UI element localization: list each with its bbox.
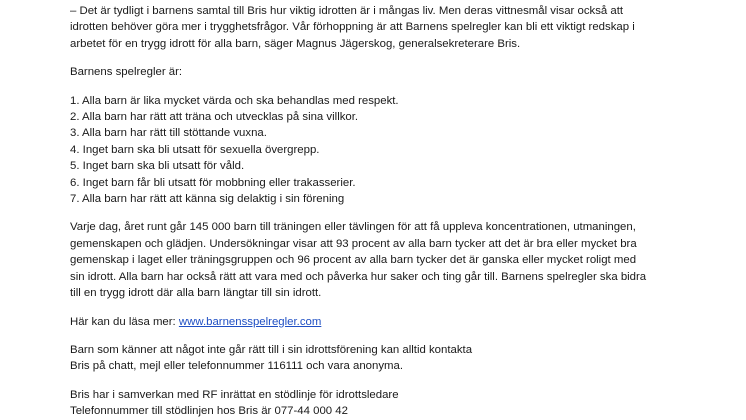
document-page (70, 0, 690, 420)
stats-line: sin idrott. Alla barn har också rätt att vara med och påverka hur saker och ting går till. Barnens spelregler ska bidra (70, 270, 647, 283)
stats-paragraph (70, 219, 690, 301)
rule-item: 6. Inget barn får bli utsatt för mobbning eller trakasserier. (70, 176, 356, 189)
rules-list (70, 93, 690, 208)
rule-item: 2. Alla barn har rätt att träna och utvecklas på sina villkor. (70, 111, 359, 124)
read-more-paragraph (70, 314, 690, 330)
quote-line: idrotten behöver göra mer i trygghetsfrågor. Vår förhoppning är att Barnens spelregler kan bli ett viktigt redskap i (70, 21, 635, 34)
rule-item: 1. Alla barn är lika mycket värda och ska behandlas med respekt. (70, 94, 399, 107)
contact-line: Bris på chatt, mejl eller telefonnummer 116111 och vara anonyma. (70, 360, 404, 373)
contact-line: Barn som känner att något inte går rätt till i sin idrottsförening kan alltid kontakta (70, 343, 473, 356)
quote-paragraph (70, 3, 690, 52)
stats-line: Varje dag, året runt går 145 000 barn till träningen eller tävlingen för att få uppleva koncentrationen, utmaningen, (70, 221, 636, 234)
support-paragraph (70, 387, 690, 420)
rule-item: 3. Alla barn har rätt till stöttande vuxna. (70, 127, 267, 140)
rules-heading: Barnens spelregler är: (70, 66, 183, 79)
rule-item: 5. Inget barn ska bli utsatt för våld. (70, 160, 245, 173)
stats-line: gemenskap i laget eller träningsgruppen och 96 procent av alla barn tycker det är ganska eller mycket roligt med (70, 254, 637, 267)
quote-line: arbetet för en trygg idrott för alla barn, säger Magnus Jägerskog, generalsekreterare Bris. (70, 37, 521, 50)
contact-paragraph (70, 342, 690, 375)
barnensspelregler-link[interactable]: www.barnensspelregler.com (178, 315, 322, 328)
support-line: Telefonnummer till stödlinjen hos Bris är 077-44 000 42 (70, 405, 348, 418)
support-line: Bris har i samverkan med RF inrättat en stödlinje för idrottsledare (70, 388, 399, 401)
stats-line: gemenskapen och glädjen. Undersökningar visar att 93 procent av alla barn tycker att det är bra eller mycket bra (70, 237, 637, 250)
rule-item: 7. Alla barn har rätt att känna sig delaktig i sin förening (70, 193, 345, 206)
read-more-prefix: Här kan du läsa mer: (70, 315, 179, 328)
stats-line: till en trygg idrott där alla barn längtar till sin idrott. (70, 287, 322, 300)
rule-item: 4. Inget barn ska bli utsatt för sexuella övergrepp. (70, 143, 320, 156)
quote-line: – Det är tydligt i barnens samtal till Bris hur viktig idrotten är i mångas liv. Men deras vittnesmål visar också att (70, 5, 624, 17)
